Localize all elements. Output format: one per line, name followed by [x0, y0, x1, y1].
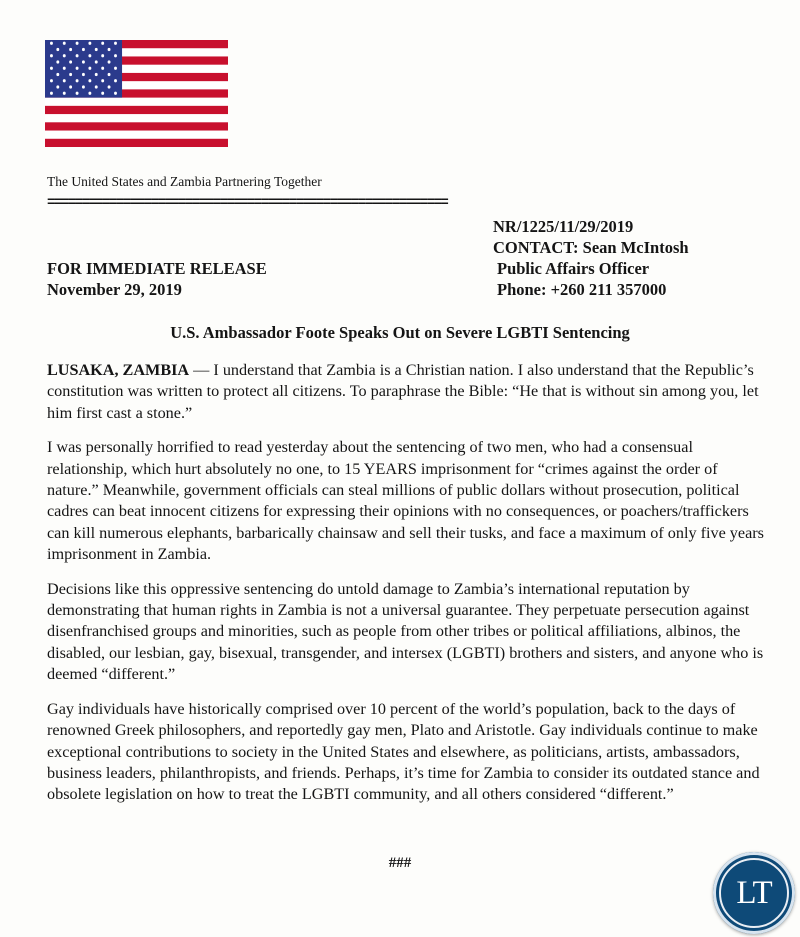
contact-name: CONTACT: Sean McIntosh: [493, 238, 689, 257]
press-release-body: [47, 360, 772, 819]
contact-block: [493, 216, 689, 300]
paragraph-2: I was personally horrified to read yesterday about the sentencing of two men, who had a consensual relationship, which hurt absolutely no one, to 15 YEARS imprisonment for “crimes against the order of nature.” Meanwhile, government officials can steal millions of public dollars without prosecution, political cadres can beat innocent citizens for expressing their opinions with no consequences, or poachers/traffickers can kill numerous elephants, barbarically chainsaw and sell their tusks, and face a maximum of only five years imprisonment in Zambia.: [47, 438, 764, 564]
contact-phone: Phone: +260 211 357000: [497, 280, 667, 299]
paragraph-1: [47, 360, 772, 424]
paragraph-4: Gay individuals have historically comprised over 10 percent of the world’s population, back to the days of renowned Greek philosophers, and reportedly gay men, Plato and Aristotle. Gay individuals continue to make exceptional contributions to society in the United States and elsewhere, as politicians, artists, ambassadors, business leaders, philanthropists, and friends. Perhaps, it’s time for Zambia to consider its outdated stance and obsolete legislation on how to treat the LGBTI community, and all others considered “different.”: [47, 699, 760, 804]
tagline: The United States and Zambia Partnering Together: [47, 174, 322, 189]
reference-number: NR/1225/11/29/2019: [493, 217, 634, 236]
release-label: FOR IMMEDIATE RELEASE: [47, 259, 267, 278]
badge-text: LT: [719, 858, 789, 928]
paragraph-1-text: — I understand that Zambia is a Christian nation. I also understand that the Republic’s constitution was written to protect all citizens. To paraphrase the Bible: “He that is without sin among you, let him first cast a stone.”: [47, 361, 759, 422]
release-date: November 29, 2019: [47, 280, 182, 299]
release-block: [47, 258, 267, 300]
contact-title: Public Affairs Officer: [497, 259, 650, 278]
dateline: LUSAKA, ZAMBIA: [47, 361, 190, 379]
us-flag-icon: [45, 40, 228, 147]
paragraph-3: Decisions like this oppressive sentencing do untold damage to Zambia’s international reputation by demonstrating that human rights in Zambia is not a universal guarantee. They perpetuate persecution against disenfranchised groups and minorities, such as people from other tribes or political affiliations, albinos, the disabled, our lesbian, gay, bisexual, transgender, and intersex (LGBTI) brothers and sisters, and anyone who is deemed “different.”: [47, 579, 764, 684]
press-release-headline: U.S. Ambassador Foote Speaks Out on Severe LGBTI Sentencing: [170, 323, 630, 342]
lt-logo-badge: [713, 852, 795, 934]
end-mark: ###: [388, 855, 412, 871]
divider-rule: ==========================================================: [47, 195, 448, 211]
